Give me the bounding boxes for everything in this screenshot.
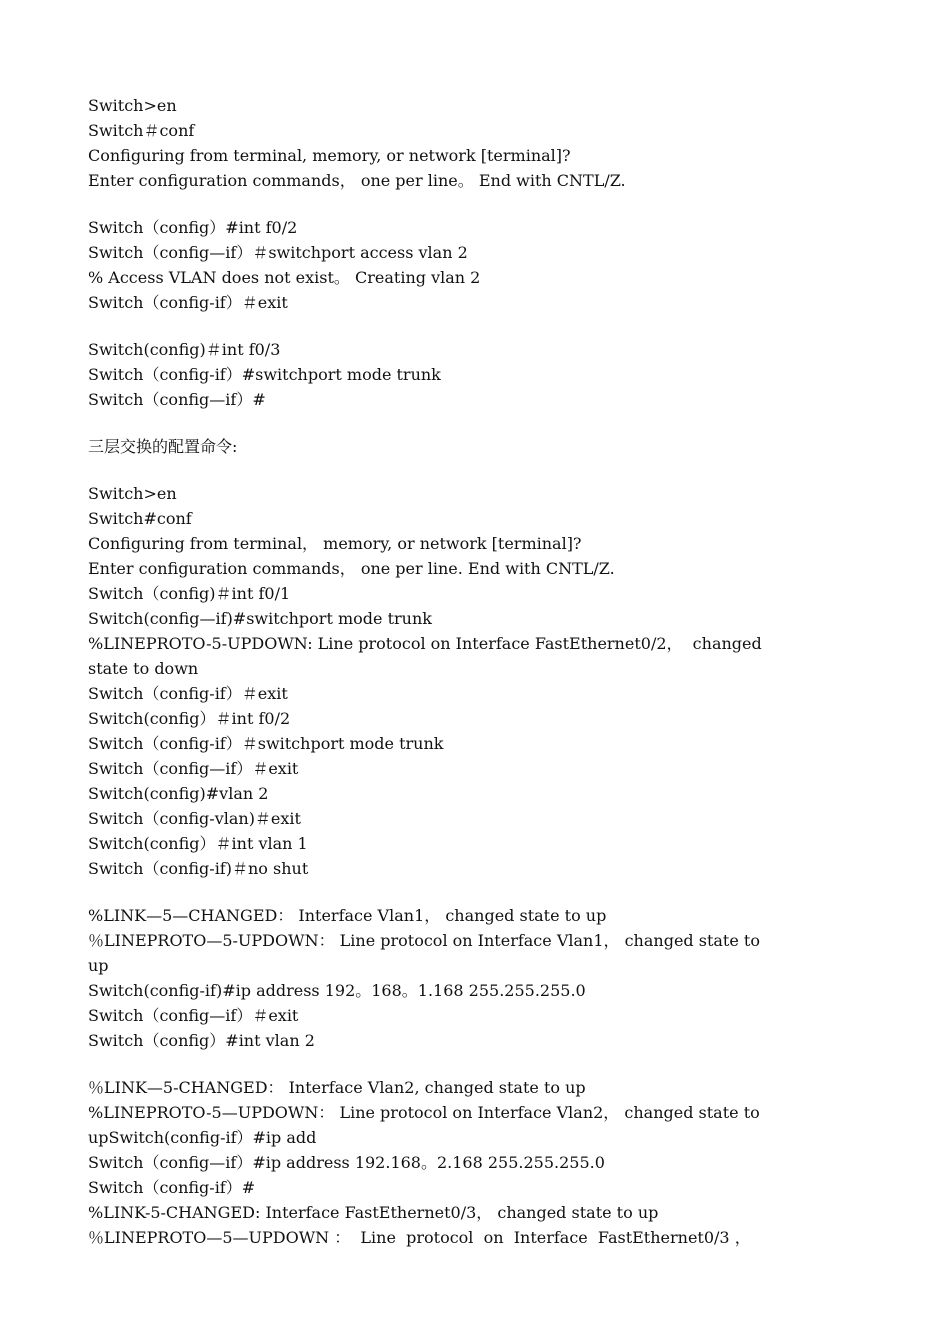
- config-block-2: [88, 215, 828, 315]
- text-line: Switch（config—if）＃exit: [88, 1006, 299, 1025]
- text-line: Switch（config-if）#switchport mode trunk: [88, 365, 441, 384]
- text-line: ％LINK—5-CHANGED： Interface Vlan2, changed state to up: [88, 1078, 586, 1097]
- config-block-5: [88, 903, 828, 1053]
- text-line: Switch（config—if）＃switchport access vlan 2: [88, 243, 468, 262]
- text-line: Switch>en: [88, 484, 177, 503]
- text-line: Switch#conf: [88, 509, 192, 528]
- text-line: Switch（config-if）＃switchport mode trunk: [88, 734, 444, 753]
- section-heading: 三层交换的配置命令:: [88, 437, 238, 456]
- text-line: %LINK-5-CHANGED: Interface FastEthernet0/3， changed state to up: [88, 1203, 659, 1222]
- config-block-4: [88, 481, 828, 881]
- document-content: [88, 93, 828, 1272]
- text-line: Switch(config)＃int f0/3: [88, 340, 281, 359]
- config-block-6: [88, 1075, 828, 1250]
- config-block-1: [88, 93, 828, 193]
- text-line: Switch(config—if)#switchport mode trunk: [88, 609, 432, 628]
- text-line: Switch（config-if)＃no shut: [88, 859, 309, 878]
- text-line: Switch＃conf: [88, 121, 195, 140]
- text-line: Switch（config—if）#ip address 192.168。2.168 255.255.255.0: [88, 1153, 605, 1172]
- text-line: Switch（config—if）＃exit: [88, 759, 299, 778]
- text-line: Enter configuration commands， one per line。 End with CNTL/Z.: [88, 171, 626, 190]
- text-line: Switch（config)＃int f0/1: [88, 584, 291, 603]
- text-line: Switch（config-if）＃exit: [88, 684, 288, 703]
- text-line: Switch（config—if）#: [88, 390, 266, 409]
- text-line: state to down: [88, 659, 199, 678]
- text-line: % Access VLAN does not exist。 Creating vlan 2: [88, 268, 481, 287]
- text-line: Configuring from terminal， memory, or network [terminal]?: [88, 534, 582, 553]
- text-line: Configuring from terminal, memory, or network [terminal]?: [88, 146, 571, 165]
- text-line: upSwitch(config-if）#ip add: [88, 1128, 317, 1147]
- config-block-3: [88, 337, 828, 412]
- text-line: %LINEPROTO-5—UPDOWN： Line protocol on Interface Vlan2， changed state to: [88, 1103, 760, 1122]
- text-line: Enter configuration commands， one per line. End with CNTL/Z.: [88, 559, 615, 578]
- text-line: %LINK—5—CHANGED： Interface Vlan1， changed state to up: [88, 906, 607, 925]
- text-line: Switch（config）#int vlan 2: [88, 1031, 315, 1050]
- text-line: Switch(config）＃int vlan 1: [88, 834, 308, 853]
- text-line: Switch>en: [88, 96, 177, 115]
- text-line: Switch(config）＃int f0/2: [88, 709, 291, 728]
- text-line: ％LINEPROTO—5—UPDOWN ： Line protocol on Interface FastEthernet0/3 ，: [88, 1228, 751, 1247]
- text-line: Switch(config)#vlan 2: [88, 784, 269, 803]
- text-line: ％LINEPROTO—5-UPDOWN： Line protocol on Interface Vlan1， changed state to: [88, 931, 760, 950]
- text-line: Switch（config-if）#: [88, 1178, 256, 1197]
- text-line: Switch（config-if）＃exit: [88, 293, 288, 312]
- text-line: Switch（config）#int f0/2: [88, 218, 298, 237]
- text-line: Switch(config-if)#ip address 192。168。1.168 255.255.255.0: [88, 981, 586, 1000]
- text-line: %LINEPROTO-5-UPDOWN: Line protocol on Interface FastEthernet0/2， changed: [88, 634, 762, 653]
- text-line: up: [88, 956, 109, 975]
- text-line: Switch（config-vlan)＃exit: [88, 809, 301, 828]
